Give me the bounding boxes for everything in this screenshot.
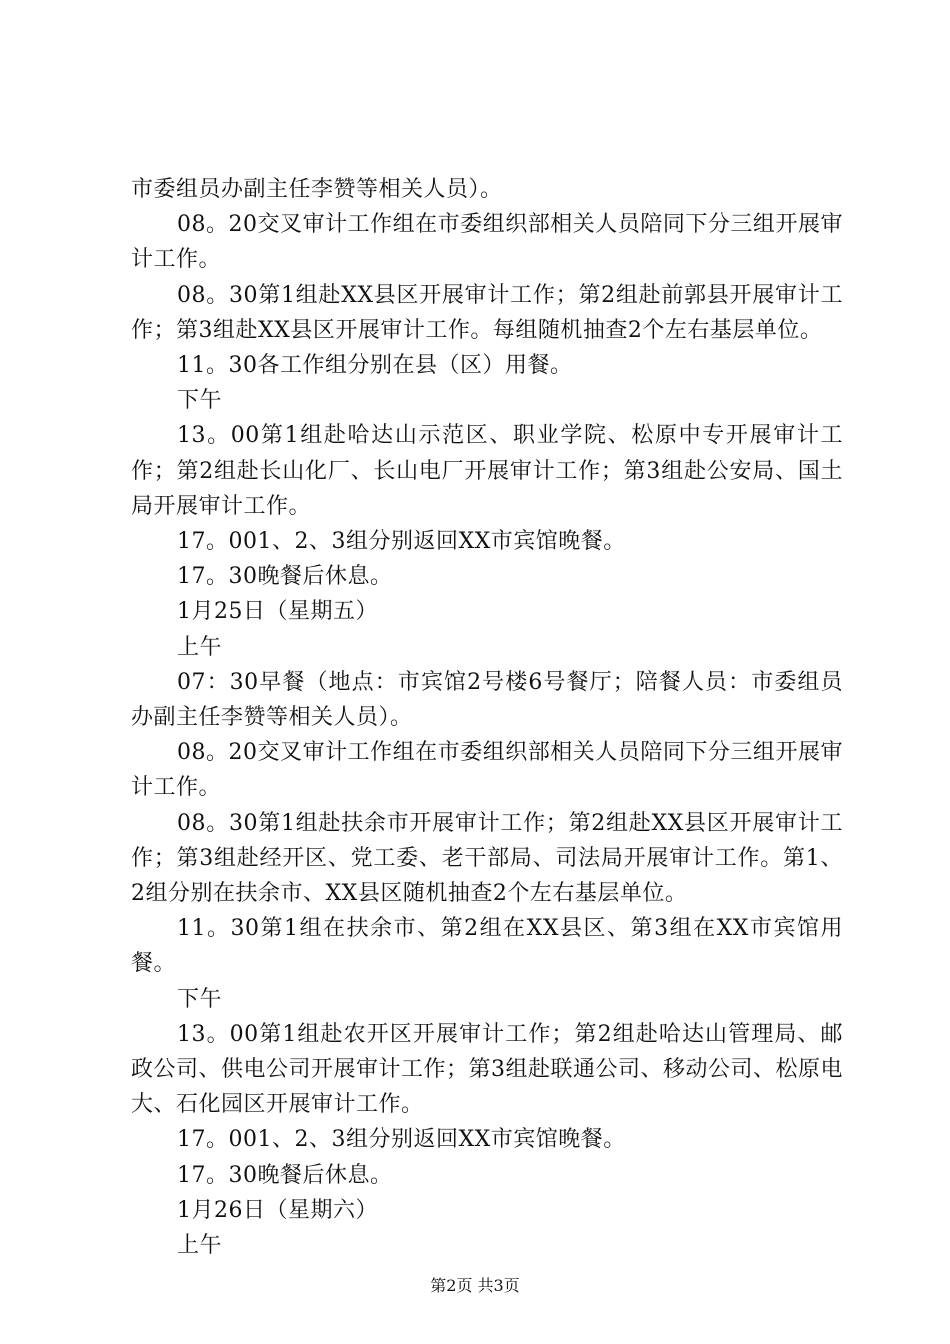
date-heading: 1月25日（星期五） bbox=[177, 599, 378, 625]
paragraph: 11。30各工作组分别在县（区）用餐。 bbox=[177, 353, 573, 379]
paragraph: 11。30第1组在扶余市、第2组在XX县区、第3组在XX市宾馆用餐。 bbox=[131, 916, 843, 977]
paragraph: 市委组员办副主任李赞等相关人员）。 bbox=[131, 177, 503, 202]
paragraph: 17。001、2、3组分别返回XX市宾馆晚餐。 bbox=[177, 529, 626, 555]
paragraph: 07：30早餐（地点：市宾馆2号楼6号餐厅；陪餐人员：市委组员办副主任李赞等相关人员）。 bbox=[131, 669, 843, 731]
paragraph: 17。30晚餐后休息。 bbox=[177, 1162, 393, 1188]
section-heading-morning: 上午 bbox=[177, 1233, 223, 1259]
section-heading-morning: 上午 bbox=[177, 634, 223, 660]
paragraph: 08。30第1组赴XX县区开展审计工作；第2组赴前郭县开展审计工作；第3组赴XX县区开展审计工作。每组随机抽查2个左右基层单位。 bbox=[131, 282, 843, 343]
paragraph: 17。30晚餐后休息。 bbox=[177, 564, 393, 590]
document-body bbox=[131, 172, 843, 1263]
date-heading: 1月26日（星期六） bbox=[177, 1197, 378, 1223]
section-heading-afternoon: 下午 bbox=[177, 388, 223, 414]
paragraph: 08。30第1组赴扶余市开展审计工作；第2组赴XX县区开展审计工作；第3组赴经开区、党工委、老干部局、司法局开展审计工作。第1、2组分别在扶余市、XX县区随机抽查2个左右基层单位。 bbox=[131, 810, 843, 907]
paragraph: 08。20交叉审计工作组在市委组织部相关人员陪同下分三组开展审计工作。 bbox=[131, 212, 843, 273]
page-number-footer: 第2页 共3页 bbox=[430, 1276, 520, 1295]
paragraph: 13。00第1组赴哈达山示范区、职业学院、松原中专开展审计工作；第2组赴长山化厂、长山电厂开展审计工作；第3组赴公安局、国土局开展审计工作。 bbox=[131, 423, 843, 519]
paragraph: 13。00第1组赴农开区开展审计工作；第2组赴哈达山管理局、邮政公司、供电公司开展审计工作；第3组赴联通公司、移动公司、松原电大、石化园区开展审计工作。 bbox=[131, 1021, 843, 1118]
paragraph: 17。001、2、3组分别返回XX市宾馆晚餐。 bbox=[177, 1127, 626, 1153]
paragraph: 08。20交叉审计工作组在市委组织部相关人员陪同下分三组开展审计工作。 bbox=[131, 740, 843, 801]
section-heading-afternoon: 下午 bbox=[177, 986, 223, 1012]
